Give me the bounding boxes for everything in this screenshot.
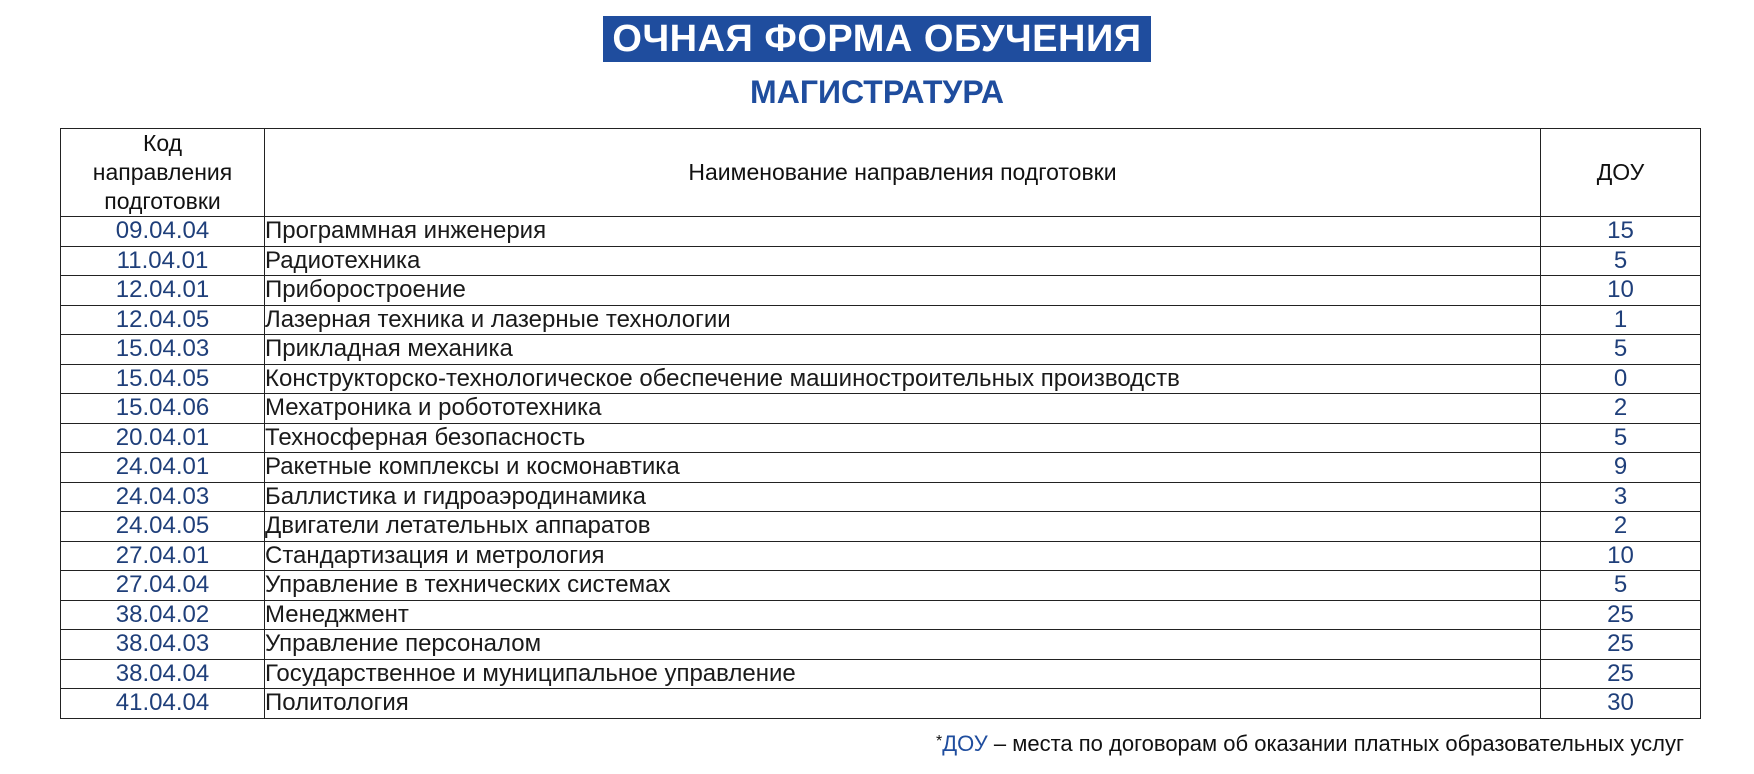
row-dou: 5 [1541, 423, 1701, 453]
row-code: 27.04.04 [61, 571, 265, 601]
row-name: Баллистика и гидроаэродинамика [265, 482, 1541, 512]
table-row [61, 541, 1701, 571]
table-row [61, 394, 1701, 424]
row-code: 15.04.03 [61, 335, 265, 365]
header-code-line1: Код [142, 130, 183, 156]
table-row [61, 600, 1701, 630]
row-code: 24.04.05 [61, 512, 265, 542]
row-name: Приборостроение [265, 276, 1541, 306]
table-header-row [61, 129, 1701, 217]
row-dou: 25 [1541, 659, 1701, 689]
row-code: 11.04.01 [61, 246, 265, 276]
header-dou: ДОУ [1541, 129, 1701, 217]
row-dou: 30 [1541, 689, 1701, 719]
table-row [61, 659, 1701, 689]
row-code: 38.04.03 [61, 630, 265, 660]
table-row [61, 335, 1701, 365]
row-name: Двигатели летательных аппаратов [265, 512, 1541, 542]
table-row [61, 571, 1701, 601]
table-row [61, 305, 1701, 335]
row-code: 27.04.01 [61, 541, 265, 571]
row-name: Прикладная механика [265, 335, 1541, 365]
row-dou: 2 [1541, 512, 1701, 542]
row-dou: 5 [1541, 335, 1701, 365]
row-name: Техносферная безопасность [265, 423, 1541, 453]
row-code: 15.04.05 [61, 364, 265, 394]
row-code: 20.04.01 [61, 423, 265, 453]
row-code: 15.04.06 [61, 394, 265, 424]
row-code: 38.04.02 [61, 600, 265, 630]
row-dou: 10 [1541, 276, 1701, 306]
row-dou: 5 [1541, 571, 1701, 601]
table-row [61, 246, 1701, 276]
table-row [61, 512, 1701, 542]
row-name: Управление в технических системах [265, 571, 1541, 601]
footnote-star: * [936, 733, 943, 750]
row-dou: 0 [1541, 364, 1701, 394]
row-code: 38.04.04 [61, 659, 265, 689]
row-name: Государственное и муниципальное управление [265, 659, 1541, 689]
page-subtitle: МАГИСТРАТУРА [750, 74, 1004, 110]
row-name: Стандартизация и метрология [265, 541, 1541, 571]
header-code-line3: подготовки [104, 188, 221, 214]
header-code-line2: направления [92, 159, 233, 185]
row-dou: 2 [1541, 394, 1701, 424]
page-title: ОЧНАЯ ФОРМА ОБУЧЕНИЯ [603, 16, 1150, 62]
row-name: Лазерная техника и лазерные технологии [265, 305, 1541, 335]
table-row [61, 423, 1701, 453]
row-name: Менеджмент [265, 600, 1541, 630]
row-dou: 9 [1541, 453, 1701, 483]
footnote [936, 730, 1684, 758]
table-row [61, 482, 1701, 512]
row-name: Политология [265, 689, 1541, 719]
title-wrap [0, 16, 1754, 62]
row-dou: 5 [1541, 246, 1701, 276]
table-row [61, 689, 1701, 719]
programs-table [60, 128, 1701, 719]
row-dou: 25 [1541, 600, 1701, 630]
row-dou: 15 [1541, 217, 1701, 247]
row-name: Управление персоналом [265, 630, 1541, 660]
row-name: Конструкторско-технологическое обеспечение машиностроительных производств [265, 364, 1541, 394]
row-code: 41.04.04 [61, 689, 265, 719]
row-code: 12.04.05 [61, 305, 265, 335]
row-dou: 25 [1541, 630, 1701, 660]
row-code: 24.04.03 [61, 482, 265, 512]
footnote-abbr: ДОУ [942, 731, 988, 756]
row-name: Мехатроника и робототехника [265, 394, 1541, 424]
table-row [61, 276, 1701, 306]
row-name: Радиотехника [265, 246, 1541, 276]
table-row [61, 630, 1701, 660]
table-row [61, 217, 1701, 247]
row-code: 09.04.04 [61, 217, 265, 247]
row-dou: 1 [1541, 305, 1701, 335]
table-row [61, 364, 1701, 394]
header-code [61, 129, 265, 217]
row-dou: 3 [1541, 482, 1701, 512]
footnote-text: – места по договорам об оказании платных образовательных услуг [987, 731, 1684, 756]
row-code: 24.04.01 [61, 453, 265, 483]
row-dou: 10 [1541, 541, 1701, 571]
row-name: Ракетные комплексы и космонавтика [265, 453, 1541, 483]
row-name: Программная инженерия [265, 217, 1541, 247]
header-name: Наименование направления подготовки [265, 129, 1541, 217]
table-row [61, 453, 1701, 483]
row-code: 12.04.01 [61, 276, 265, 306]
